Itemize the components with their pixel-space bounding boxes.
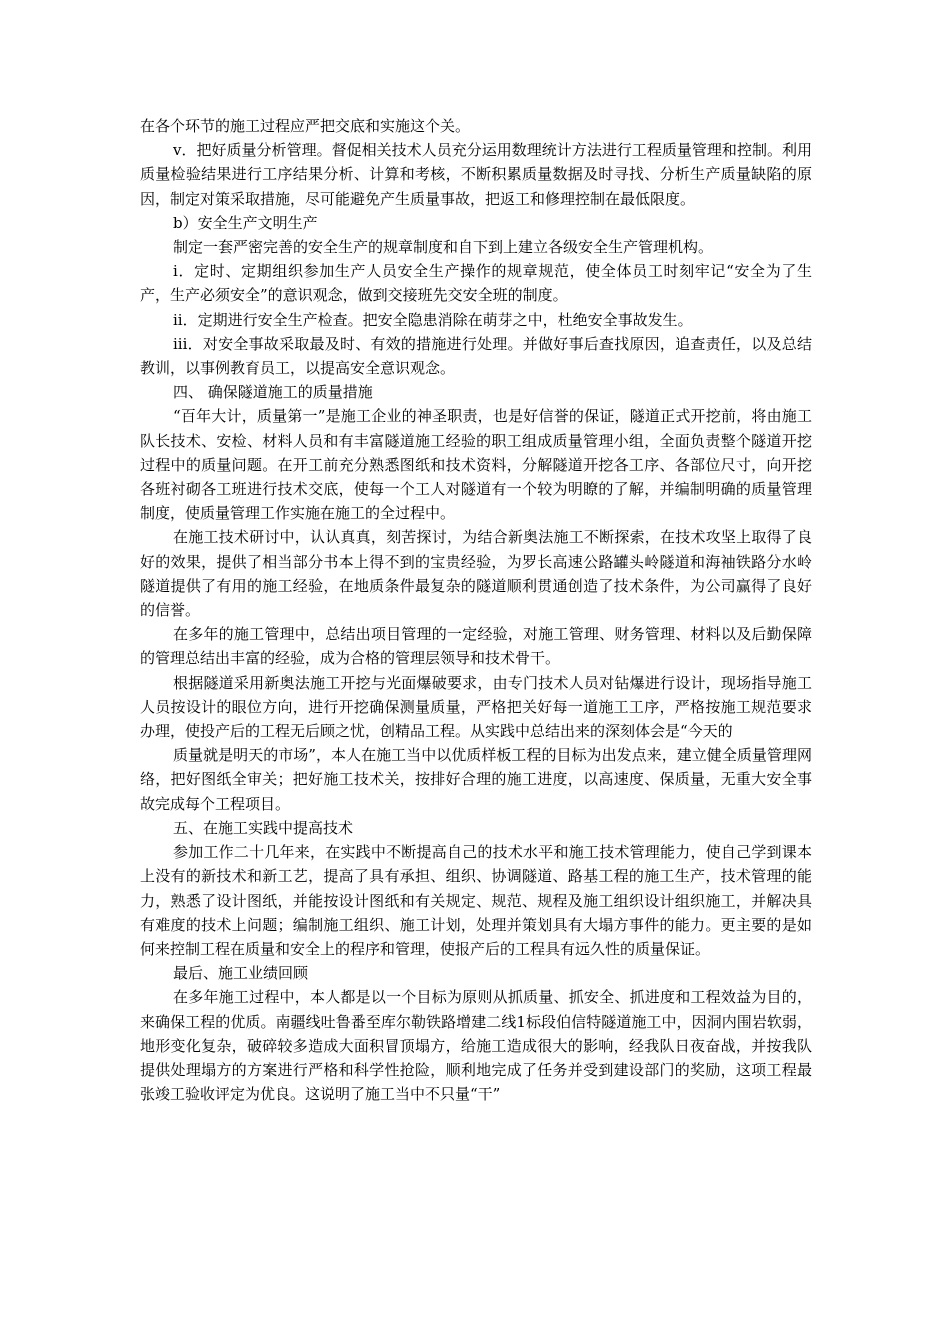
paragraph-safety-rules: 制定一套严密完善的安全生产的规章制度和自下到上建立各级安全生产管理机构。	[173, 238, 714, 257]
paragraph-blasting-design: 根据隧道采用新奥法施工开挖与光面爆破要求，由专门技术人员对钻爆进行设计，现场指导施工人员按设计的眼位方向，进行开挖确保测量质量，严格把关好每一道施工工序，严格按施工规范要求办理，使投产后的工程无后顾之忧，创精品工程。从实践中总结出来的深刻体会是“今天的	[140, 673, 812, 741]
paragraph-performance-review: 在多年施工过程中，本人都是以一个目标为原则从抓质量、抓安全、抓进度和工程效益为目的，来确保工程的优质。南疆线吐鲁番至库尔勒铁路增建二线1标段伯信特隧道施工中，因洞内围岩软弱，地形变化复杂，破碎较多造成大面积冒顶塌方，给施工造成很大的影响，经我队日夜奋战，并按我队提供处理塌方的方案进行严格和科学性抢险，顺利地完成了任务并受到建设部门的奖励，这项工程最张竣工验收评定为优良。这说明了施工当中不只量“干”	[140, 988, 812, 1104]
paragraph-quality-market: 质量就是明天的市场”，本人在施工当中以优质样板工程的目标为出发点来，建立健全质量管理网络，把好图纸全审关；把好施工技术关，按排好合理的施工进度，以高速度、保质量，无重大安全事故完成每个工程项目。	[140, 746, 812, 813]
paragraph-quality-analysis: v．把好质量分析管理。督促相关技术人员充分运用数理统计方法进行工程质量管理和控制。利用质量检验结果进行工序结果分析、计算和考核，不断积累质量数据及时寻找、分析生产质量缺陷的原因，制定对策采取措施，尽可能避免产生质量事故，把返工和修理控制在最低限度。	[140, 141, 812, 208]
heading-final-review: 最后、施工业绩回顾	[173, 964, 309, 983]
paragraph-quality-first: “百年大计，质量第一”是施工企业的神圣职责，也是好信誉的保证，隧道正式开挖前，将由施工队长技术、安检、材料人员和有丰富隧道施工经验的职工组成质量管理小组，全面负责整个隧道开挖过程中的质量问题。在开工前充分熟悉图纸和技术资料，分解隧道开挖各工序、各部位尺寸，向开挖各班衬砌各工班进行技术交底，使每一个工人对隧道有一个较为明瞭的了解，并编制明确的质量管理制度，使质量管理工作实施在施工的全过程中。	[140, 407, 812, 523]
document-page	[140, 114, 812, 1106]
paragraph-continuation: 在各个环节的施工过程应严把交底和实施这个关。	[140, 117, 471, 135]
heading-section-four: 四、 确保隧道施工的质量措施	[173, 383, 373, 402]
paragraph-work-experience: 参加工作二十几年来，在实践中不断提高自己的技术水平和施工技术管理能力，使自己学到课本上没有的新技术和新工艺，提高了具有承担、组织、协调隧道、路基工程的施工生产，技术管理的能力，熟悉了设计图纸，并能按设计图纸和有关规定、规范、规程及施工组织设计组织施工，并解决具有难度的技术上问题；编制施工组织、施工计划，处理并策划具有大塌方事件的能力。更主要的是如何来控制工程在质量和安全上的程序和管理，使报产后的工程具有远久性的质量保证。	[140, 843, 812, 958]
heading-section-five: 五、在施工实践中提高技术	[173, 818, 354, 837]
paragraph-safety-item-iii: iii．对安全事故采取最及时、有效的措施进行处理。并做好事后查找原因，追查责任，以及总结教训，以事例教育员工，以提高安全意识观念。	[140, 334, 812, 378]
paragraph-safety-item-i: i．定时、定期组织参加生产人员安全生产操作的规章规范，使全体员工时刻牢记“安全为了生产，生产必须安全”的意识观念，做到交接班先交安全班的制度。	[140, 262, 812, 305]
paragraph-management-experience: 在多年的施工管理中，总结出项目管理的一定经验，对施工管理、财务管理、材料以及后勤保障的管理总结出丰富的经验，成为合格的管理层领导和技术骨干。	[140, 625, 812, 668]
subheading-safety-production: b）安全生产文明生产	[173, 213, 318, 232]
paragraph-technical-research: 在施工技术研讨中，认认真真，刻苦探讨，为结合新奥法施工不断探索，在技术攻坚上取得了良好的效果，提供了相当部分书本上得不到的宝贵经验，为罗长高速公路罐头岭隧道和海袖铁路分水岭隧道提供了有用的施工经验，在地质条件最复杂的隧道顺利贯通创造了技术条件，为公司赢得了良好的信誉。	[140, 528, 812, 620]
paragraph-safety-item-ii: ii．定期进行安全生产检查。把安全隐患消除在萌芽之中，杜绝安全事故发生。	[173, 310, 693, 329]
